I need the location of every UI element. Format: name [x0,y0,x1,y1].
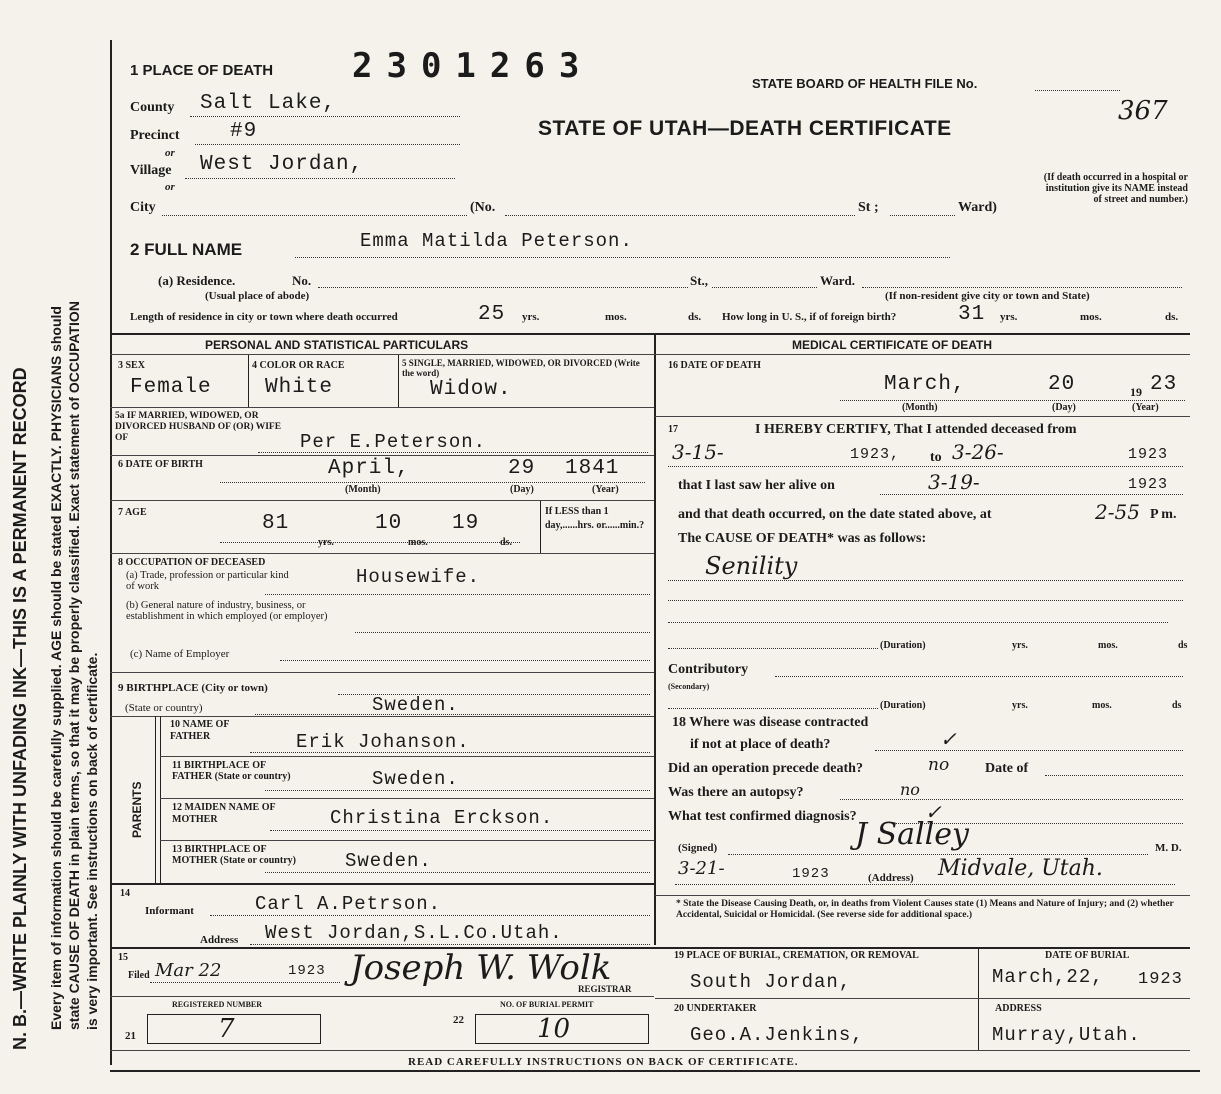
q18-sub-label: if not at place of death? [690,737,831,752]
mother-birthplace-label: 13 BIRTHPLACE OF MOTHER (State or country) [172,844,296,866]
marital-label: 5 SINGLE, MARRIED, WIDOWED, OR DIVORCED (Write the word) [402,358,640,378]
autopsy-label: Was there an autopsy? [668,785,804,800]
cause-value: Senility [705,552,798,580]
father-label: 10 NAME OF FATHER [170,719,230,742]
side-note-instructions-3: is very important. See instructions on back of certificate. [84,652,100,1030]
attended-to-date: 3-26- [952,440,1004,464]
death-time: 2-55 [1095,500,1140,524]
dob-month: April, [328,457,410,480]
age-ds-cap: ds. [500,537,512,548]
residence-ward-label: Ward. [820,273,856,288]
informant-num: 14 [120,888,130,899]
race-value: White [265,376,334,399]
cause-duration-mos: mos. [1098,640,1118,651]
city-ward-label: Ward) [958,200,997,215]
last-saw-year: 1923 [1128,476,1169,493]
burial-year: 1923 [1138,970,1183,989]
undertaker-address-value: Murray,Utah. [992,1024,1141,1046]
village-label: Village [130,163,172,178]
occupation-c-label: (c) Name of Employer [130,648,230,660]
or-label-1: or [165,147,175,159]
age-ds: 19 [452,512,480,535]
residence-label: (a) Residence. [158,273,236,288]
registered-number-prefix: 21 [125,1030,136,1042]
sex-label: 3 SEX [118,360,145,371]
signed-year: 1923 [792,866,830,882]
attended-from-year: 1923, [850,446,901,463]
length-residence-label: Length of residence in city or town where death occurred [130,311,398,323]
secondary-label: (Secondary) [668,682,710,691]
length-residence-yrs: 25 [478,303,506,326]
age-yrs: 81 [262,512,290,535]
file-no-label: STATE BOARD OF HEALTH FILE No. [752,76,978,91]
attended-from-date: 3-15- [672,440,724,464]
attended-to-label: to [930,450,942,465]
dod-month-cap: (Month) [902,402,938,413]
autopsy-value: no [900,780,920,799]
dob-year: 1841 [565,457,620,480]
registrar-label: REGISTRAR [578,984,632,994]
father-value: Erik Johanson. [296,731,470,753]
informant-address-label: Address [200,934,239,946]
birthplace-label: 9 BIRTHPLACE (City or town) [118,682,268,694]
burial-place-value: South Jordan, [690,971,852,993]
dod-year-cap: (Year) [1132,402,1159,413]
physician-address: Midvale, Utah. [938,856,1103,881]
mother-birthplace-value: Sweden. [345,850,432,872]
filed-label: Filed [128,970,150,981]
cause-duration-ds: ds [1178,640,1188,651]
undertaker-label: 20 UNDERTAKER [674,1003,757,1014]
filed-num: 15 [118,952,128,963]
place-of-death-label: 1 PLACE OF DEATH [130,62,274,79]
contrib-duration-mos: mos. [1092,700,1112,711]
residence-no-label: No. [292,273,312,288]
burial-date-label: DATE OF BURIAL [1045,950,1130,961]
signed-label: (Signed) [678,842,718,854]
filed-year: 1923 [288,963,326,979]
operation-date-label: Date of [985,761,1029,776]
occupation-value: Housewife. [356,566,481,588]
age-yrs-cap: yrs. [318,537,334,548]
dod-day-cap: (Day) [1052,402,1076,413]
race-label: 4 COLOR OR RACE [252,360,345,371]
city-label: City [130,200,156,215]
occupation-label: 8 OCCUPATION OF DECEASED [118,557,266,568]
full-name-value: Emma Matilda Peterson. [360,230,633,252]
burial-permit-label: NO. OF BURIAL PERMIT [500,1000,594,1009]
registered-number-value: 7 [218,1014,235,1044]
county-value: Salt Lake, [200,92,337,115]
age-mos-cap: mos. [408,537,428,548]
hospital-note: (If death occurred in a hospital or institution give its NAME instead of street and number.) [1043,172,1188,205]
contrib-duration-ds: ds [1172,700,1182,711]
filed-date: Mar 22 [155,960,222,981]
side-note-permanent-record: N. B.—WRITE PLAINLY WITH UNFADING INK—THIS IS A PERMANENT RECORD [10,367,30,1050]
burial-permit-value: 10 [537,1014,571,1044]
certificate-number: 2301263 [352,46,594,86]
operation-label: Did an operation precede death? [668,761,863,776]
burial-date-value: March,22, [992,966,1104,988]
occupation-a-label: (a) Trade, profession or particular kind of work [126,570,289,592]
less-than-label: If LESS than 1 day,......hrs. or......min.? [545,506,645,531]
death-time-pm: P m. [1150,507,1177,522]
burial-permit-prefix: 22 [453,1014,464,1026]
length-mos-cap: mos. [605,311,627,323]
or-label-2: or [165,181,175,193]
abode-note: (Usual place of abode) [205,290,310,302]
dob-year-cap: (Year) [592,484,619,495]
death-occurred-text: and that death occurred, on the date stated above, at [678,507,992,522]
q18-value: ✓ [940,727,957,751]
test-value: ✓ [925,800,942,824]
last-saw-text: that I last saw her alive on [678,478,835,493]
side-note-instructions-1: Every item of information should be carefully supplied. AGE should be stated EXACTLY. PHYSICIANS should [48,306,64,1030]
us-mos-cap: mos. [1080,311,1102,323]
test-label: What test confirmed diagnosis? [668,809,857,824]
mother-label: 12 MAIDEN NAME OF MOTHER [172,802,276,825]
spouse-value: Per E.Peterson. [300,431,487,453]
length-ds-cap: ds. [688,311,702,323]
center-divider [654,333,656,945]
medical-section-title: MEDICAL CERTIFICATE OF DEATH [792,338,992,352]
attended-to-year: 1923 [1128,446,1169,463]
parents-label: PARENTS [130,781,144,838]
dob-day: 29 [508,457,536,480]
residence-st-label: St., [690,273,709,288]
precinct-label: Precinct [130,128,180,143]
occupation-b-label: (b) General nature of industry, business, or establishment in which employed (or employer) [126,600,328,622]
contributory-label: Contributory [668,662,749,677]
us-yrs-cap: yrs. [1000,311,1018,323]
length-yrs-cap: yrs. [522,311,540,323]
footer-instructions: READ CAREFULLY INSTRUCTIONS ON BACK OF CERTIFICATE. [408,1056,799,1068]
informant-address-value: West Jordan,S.L.Co.Utah. [265,922,563,944]
dob-month-cap: (Month) [345,484,381,495]
county-label: County [130,100,175,115]
years-in-us: 31 [958,303,986,326]
dod-year: 23 [1150,373,1178,396]
birthplace-value: Sweden. [372,694,459,716]
age-mos: 10 [375,512,403,535]
dod-year-prefix: 19 [1130,385,1142,399]
operation-value: no [928,755,950,775]
undertaker-value: Geo.A.Jenkins, [690,1024,864,1046]
us-ds-cap: ds. [1165,311,1179,323]
certify-text: I HEREBY CERTIFY, That I attended deceased from [755,422,1077,437]
informant-value: Carl A.Petrson. [255,893,442,915]
informant-label: Informant [145,905,194,917]
village-value: West Jordan, [200,153,364,176]
dob-label: 6 DATE OF BIRTH [118,459,203,470]
cause-label: The CAUSE OF DEATH* was as follows: [678,531,927,546]
certificate-title: STATE OF UTAH—DEATH CERTIFICATE [538,117,952,140]
undertaker-address-label: ADDRESS [995,1003,1042,1014]
age-label: 7 AGE [118,507,147,518]
last-saw-date: 3-19- [928,470,980,494]
physician-address-label: (Address) [868,872,914,884]
nonresident-note: (If non-resident give city or town and State) [885,290,1090,302]
dod-month: March, [884,373,966,396]
cause-footnote: * State the Disease Causing Death, or, in deaths from Violent Causes state (1) Means and Nature of Injury; and (2) whether Accidental, Suicidal or Homicidal. (See reverse side for additional space.) [676,899,1174,920]
contrib-duration-label: (Duration) [880,700,926,711]
signed-date: 3-21- [678,858,725,879]
registered-number-label: REGISTERED NUMBER [172,1000,263,1009]
physician-signature: J Salley [855,817,969,852]
city-st-label: St ; [858,200,879,215]
dod-label: 16 DATE OF DEATH [668,360,761,371]
registrar-signature: Joseph W. Wolk [350,948,612,988]
birthplace-state-cap: (State or country) [125,702,203,714]
cause-duration-yrs: yrs. [1012,640,1028,651]
full-name-label: 2 FULL NAME [130,240,243,259]
father-birthplace-value: Sweden. [372,768,459,790]
cause-duration-label: (Duration) [880,640,926,651]
personal-section-title: PERSONAL AND STATISTICAL PARTICULARS [205,338,469,352]
marital-value: Widow. [430,378,512,401]
md-label: M. D. [1155,842,1182,854]
city-no-label: (No. [470,200,496,215]
dod-day: 20 [1048,373,1076,396]
contrib-duration-yrs: yrs. [1012,700,1028,711]
sex-value: Female [130,376,212,399]
file-no-value: 367 [1118,96,1168,126]
precinct-value: #9 [230,120,258,143]
how-long-us-label: How long in U. S., if of foreign birth? [722,311,897,323]
bottom-border [110,1070,1200,1072]
father-birthplace-label: 11 BIRTHPLACE OF FATHER (State or country) [172,760,291,782]
side-note-instructions-2: state CAUSE OF DEATH in plain terms, so that it may be properly classified. Exact statement of OCCUPATION [66,301,82,1030]
burial-place-label: 19 PLACE OF BURIAL, CREMATION, OR REMOVAL [674,950,919,961]
spouse-label: 5a IF MARRIED, WIDOWED, OR DIVORCED HUSBAND OF (OR) WIFE OF [115,411,282,443]
mother-value: Christina Erckson. [330,807,554,829]
certify-num: 17 [668,424,678,435]
q18-label: 18 Where was disease contracted [672,715,869,730]
dob-day-cap: (Day) [510,484,534,495]
